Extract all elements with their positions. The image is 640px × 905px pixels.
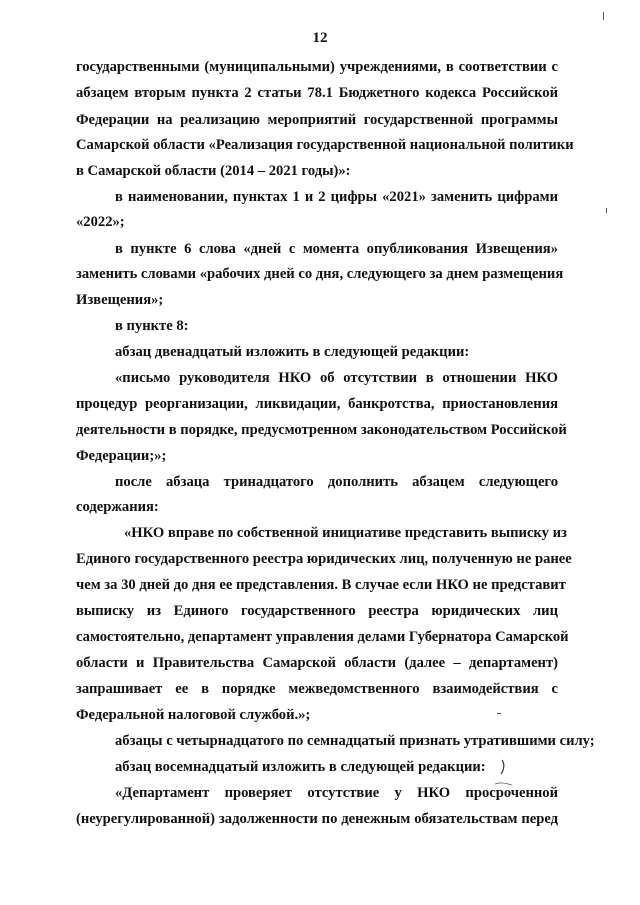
text-line: «Департамент проверяет отсутствие у НКО просроченной <box>115 785 558 801</box>
text-line: абзац восемнадцатый изложить в следующей редакции: <box>115 759 486 775</box>
text-line: Федерации на реализацию мероприятий государственной программы <box>76 112 558 128</box>
text-line: абзацем вторым пункта 2 статьи 78.1 Бюджетного кодекса Российской <box>76 85 558 101</box>
text-line: в Самарской области (2014 – 2021 годы)»: <box>76 163 351 179</box>
text-line: заменить словами «рабочих дней со дня, следующего за днем размещения <box>76 266 564 282</box>
text-line: «2022»; <box>76 214 125 230</box>
text-line: самостоятельно, департамент управления делами Губернатора Самарской <box>76 629 569 645</box>
text-line: содержания: <box>76 499 159 515</box>
text-line: чем за 30 дней до дня ее представления. В случае если НКО не представит <box>76 577 566 593</box>
text-line: абзац двенадцатый изложить в следующей редакции: <box>115 344 470 360</box>
text-line: после абзаца тринадцатого дополнить абзацем следующего <box>115 474 558 490</box>
text-line: деятельности в порядке, предусмотренном законодательством Российской <box>76 422 567 438</box>
handwritten-mark <box>492 754 516 794</box>
text-line: «письмо руководителя НКО об отсутствии в отношении НКО <box>115 370 558 386</box>
text-line: в пункте 6 слова «дней с момента опубликования Извещения» <box>115 241 558 257</box>
scan-artifact <box>497 713 501 714</box>
text-line: Самарской области «Реализация государственной национальной политики <box>76 137 574 153</box>
page-number: 12 <box>312 30 328 46</box>
text-line: Федеральной налоговой службой.»; <box>76 707 311 723</box>
text-line: абзацы с четырнадцатого по семнадцатый признать утратившими силу; <box>115 733 595 749</box>
text-line: в пункте 8: <box>115 318 189 334</box>
scan-artifact <box>603 12 604 20</box>
text-line: области и Правительства Самарской области (далее – департамент) <box>76 655 558 671</box>
text-line: выписку из Единого государственного реестра юридических лиц <box>76 603 558 619</box>
scan-artifact <box>606 208 607 213</box>
text-line: в наименовании, пунктах 1 и 2 цифры «2021» заменить цифрами <box>115 189 558 205</box>
text-line: Федерации;»; <box>76 448 167 464</box>
text-line: государственными (муниципальными) учреждениями, в соответствии с <box>76 59 558 75</box>
text-line: запрашивает ее в порядке межведомственного взаимодействия с <box>76 681 558 697</box>
text-line: (неурегулированной) задолженности по денежным обязательствам перед <box>76 811 558 827</box>
text-line: процедур реорганизации, ликвидации, банкротства, приостановления <box>76 396 558 412</box>
text-line: Единого государственного реестра юридических лиц, полученную не ранее <box>76 551 572 567</box>
text-line: Извещения»; <box>76 292 164 308</box>
text-line: «НКО вправе по собственной инициативе представить выписку из <box>124 525 567 541</box>
